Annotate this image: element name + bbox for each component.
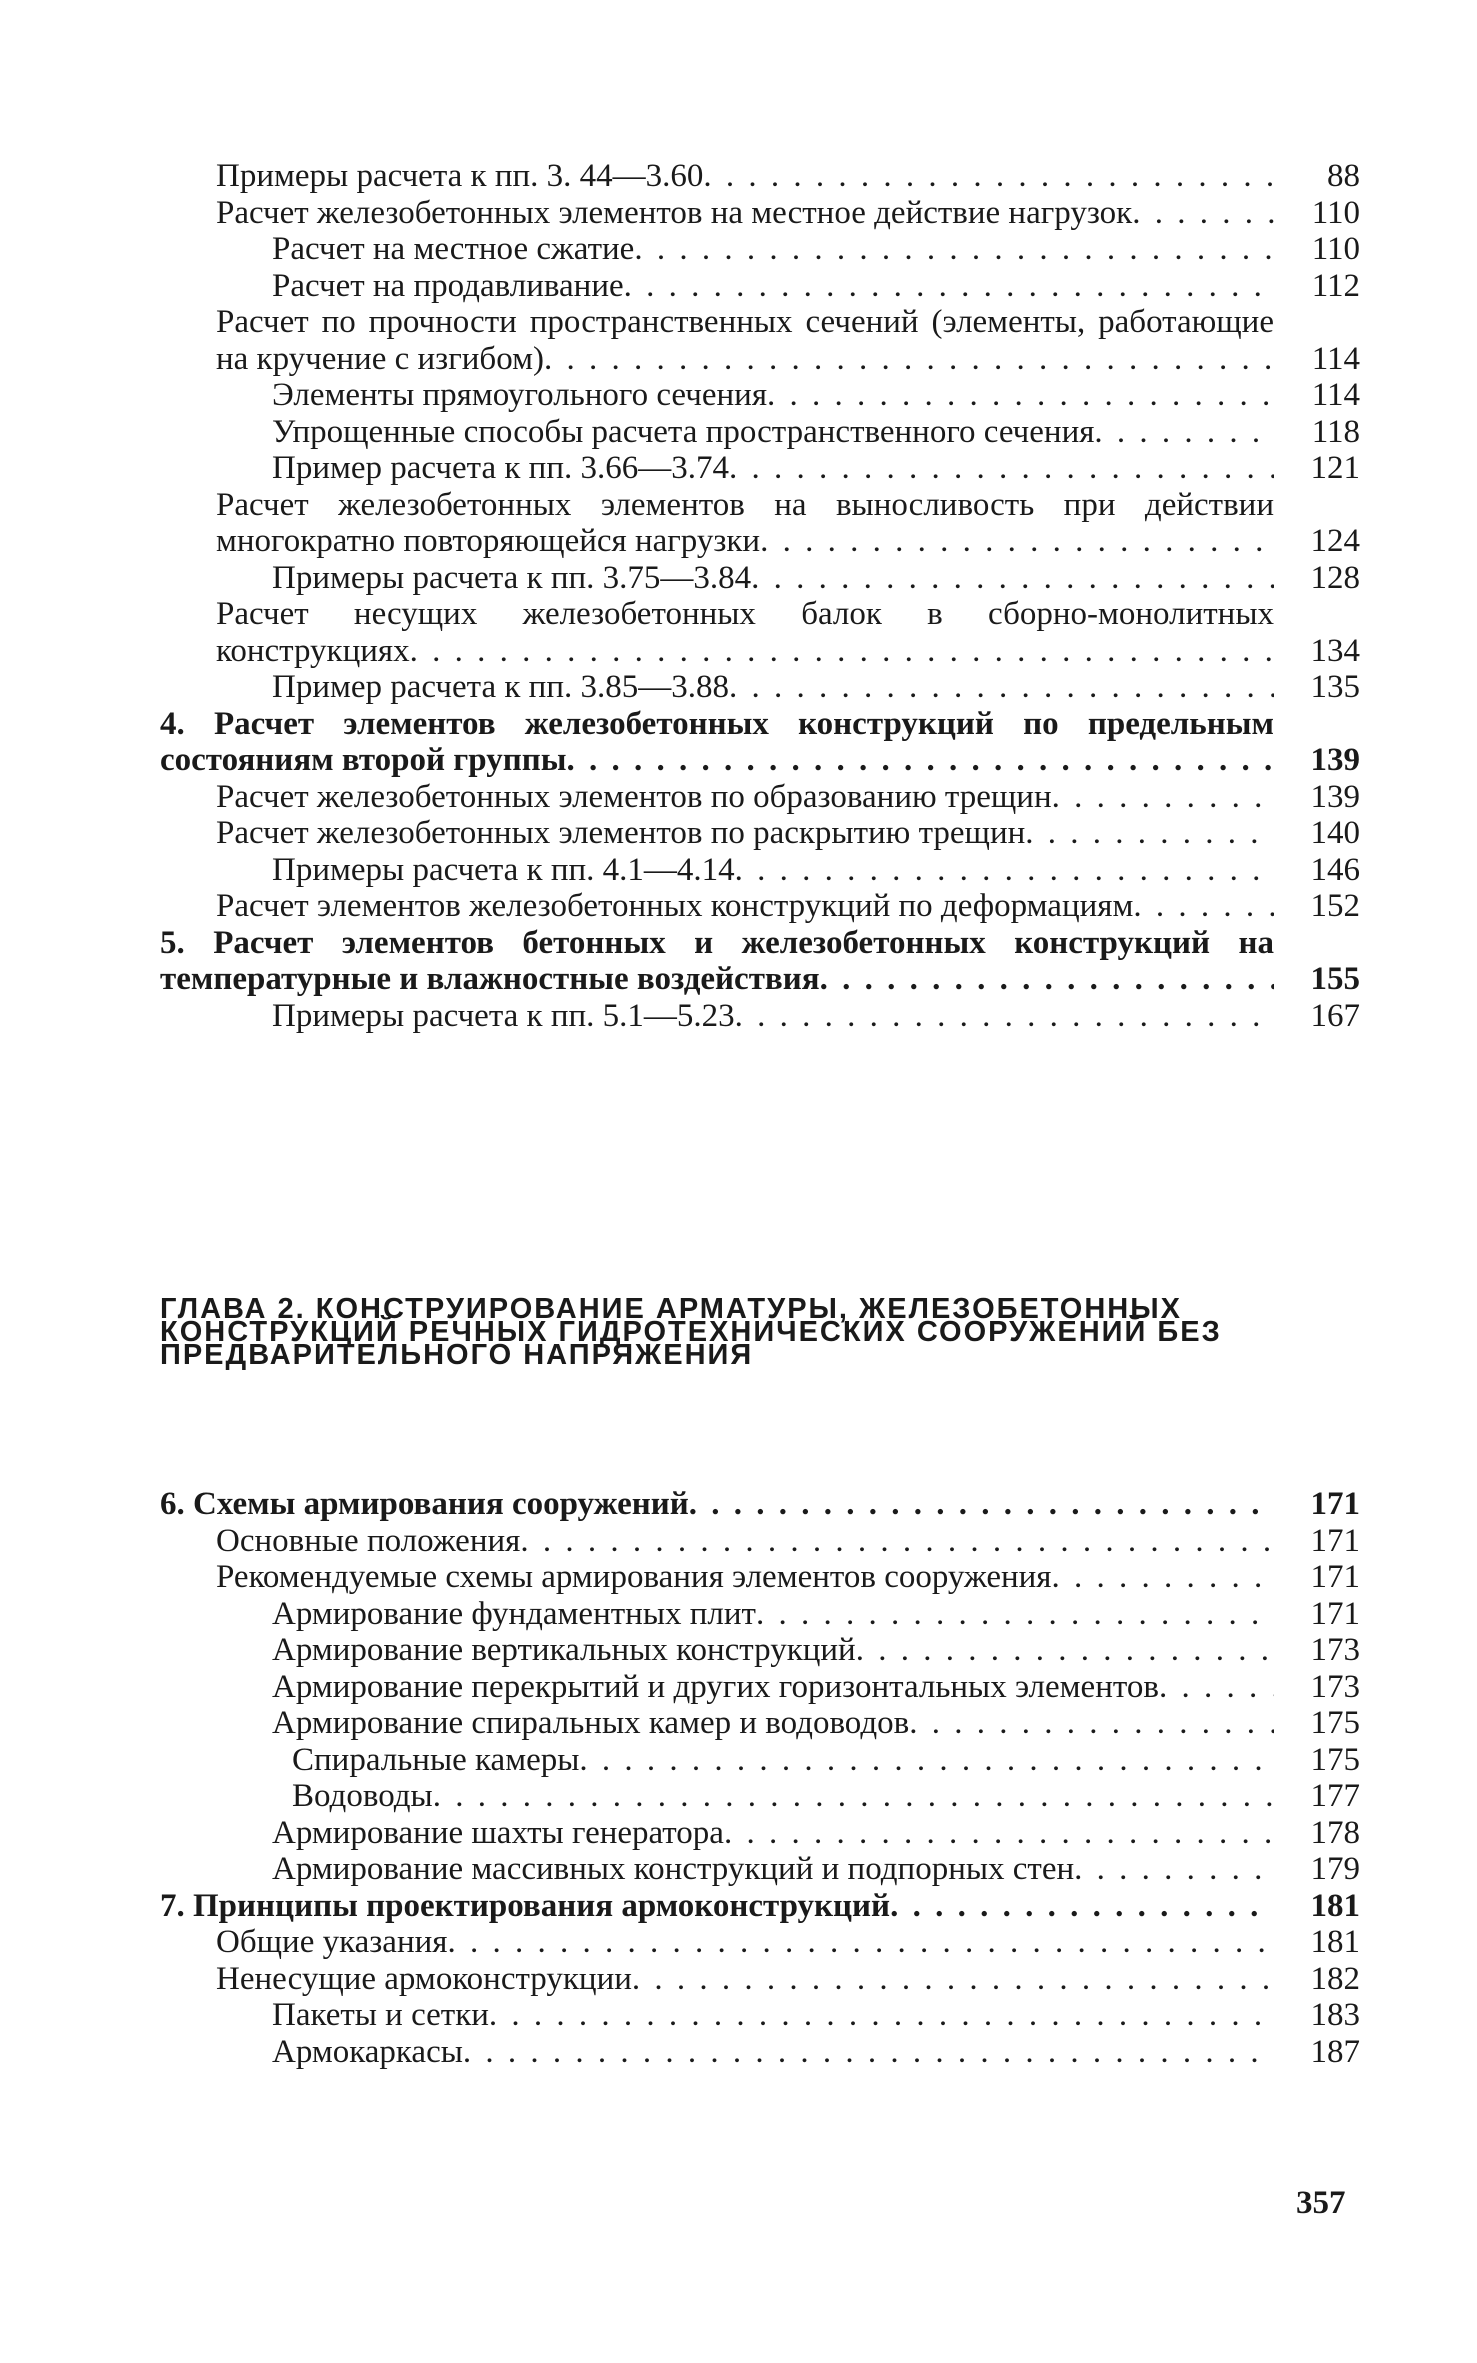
toc-entry-title: Армирование шахты генератора . . . [160, 1815, 1274, 1852]
toc-bottom [160, 1486, 1360, 2070]
toc-entry [160, 669, 1360, 706]
toc-entry-page: 181 [1310, 1924, 1360, 1960]
toc-entry-page: 182 [1310, 1960, 1360, 1997]
toc-entry [160, 852, 1360, 889]
toc-entry-page: 114 [1311, 377, 1360, 413]
toc-entry-title: Элементы прямоугольного сечения . . . [160, 377, 1274, 414]
toc-entry-page: 121 [1310, 450, 1360, 486]
toc-entry-page: 88 [1327, 158, 1360, 194]
toc-entry-title: Расчет на продавливание . . . [160, 268, 1274, 305]
toc-entry-title: Основные положения . . . [160, 1523, 1274, 1560]
toc-entry [160, 998, 1360, 1035]
toc-entry-page: 114 [1311, 340, 1360, 377]
toc-entry-page: 175 [1310, 1705, 1360, 1741]
toc-entry-title: 6. Схемы армирования сооружений . . . [160, 1486, 1274, 1523]
toc-entry-page: 173 [1310, 1668, 1360, 1705]
toc-entry-title: 4. Расчет элементов железобетонных конструкций по предельным состояниям второй группы . . . [160, 706, 1274, 779]
toc-entry-page: 187 [1310, 2033, 1360, 2070]
toc-entry [160, 1596, 1360, 1633]
toc-entry-title: Расчет на местное сжатие . . . [160, 231, 1274, 268]
toc-entry [160, 596, 1360, 669]
toc-entry [160, 925, 1360, 998]
toc-entry [160, 706, 1360, 779]
toc-entry [160, 158, 1360, 195]
toc-entry [160, 1669, 1360, 1706]
toc-entry-title: Расчет элементов железобетонных конструкций по деформациям . . . [160, 888, 1274, 925]
toc-entry-page: 110 [1311, 231, 1360, 267]
toc-entry-title: Примеры расчета к пп. 3. 44—3.60 . . . [160, 158, 1274, 195]
toc-entry-title: Расчет железобетонных элементов по образованию трещин . . . [160, 779, 1274, 816]
toc-entry-page: 175 [1310, 1741, 1360, 1778]
toc-entry [160, 815, 1360, 852]
toc-entry-page: 171 [1310, 1486, 1360, 1522]
page-number: 357 [1296, 2185, 1346, 2221]
toc-entry [160, 560, 1360, 597]
toc-entry-page: 171 [1310, 1595, 1360, 1632]
chapter-heading: ГЛАВА 2. КОНСТРУИРОВАНИЕ АРМАТУРЫ, ЖЕЛЕЗОБЕТОННЫХ КОНСТРУКЦИЙ РЕЧНЫХ ГИДРОТЕХНИЧЕСКИХ СООРУЖЕНИЙ БЕЗ ПРЕДВАРИТЕЛЬНОГО НАПРЯЖЕНИЯ [160, 1293, 1222, 1371]
toc-entry-title: Пример расчета к пп. 3.85—3.88 . . . [160, 669, 1274, 706]
toc-entry [160, 888, 1360, 925]
toc-entry-title: Расчет по прочности пространственных сечений (элементы, работающие на кручение с изгибом) . . . [160, 304, 1274, 377]
toc-entry-page: 167 [1310, 997, 1360, 1034]
toc-entry [160, 1815, 1360, 1852]
toc-entry [160, 1997, 1360, 2034]
toc-entry-title: Ненесущие армоконструкции . . . [160, 1961, 1274, 1998]
toc-entry-page: 171 [1310, 1522, 1360, 1559]
toc-entry-title: Спиральные камеры . . . [160, 1742, 1274, 1779]
toc-entry-page: 135 [1310, 669, 1360, 705]
toc-entry-title: Упрощенные способы расчета пространственного сечения . . . [160, 414, 1274, 451]
toc-entry-title: Пример расчета к пп. 3.66—3.74 . . . [160, 450, 1274, 487]
toc-entry [160, 1742, 1360, 1779]
toc-entry-page: 181 [1310, 1887, 1360, 1924]
toc-entry-title: Расчет несущих железобетонных балок в сборно-монолитных конструкциях . . . [160, 596, 1274, 669]
toc-entry [160, 195, 1360, 232]
toc-entry-title: Армирование перекрытий и других горизонтальных элементов . . . [160, 1669, 1274, 1706]
toc-entry-title: Армирование спиральных камер и водоводов . . . [160, 1705, 1274, 1742]
toc-entry-page: 112 [1311, 267, 1360, 304]
toc-entry-page: 152 [1310, 888, 1360, 924]
toc-entry-title: Пакеты и сетки . . . [160, 1997, 1274, 2034]
toc-entry [160, 231, 1360, 268]
toc-entry [160, 1851, 1360, 1888]
toc-entry [160, 414, 1360, 451]
toc-entry-title: Расчет железобетонных элементов на выносливость при действии многократно повторяющейся нагрузки . . . [160, 487, 1274, 560]
toc-entry [160, 1632, 1360, 1669]
toc-entry-title: Расчет железобетонных элементов по раскрытию трещин . . . [160, 815, 1274, 852]
toc-entry-title: Армирование фундаментных плит . . . [160, 1596, 1274, 1633]
toc-entry-title: 7. Принципы проектирования армоконструкций . . . [160, 1888, 1274, 1925]
toc-entry-page: 177 [1310, 1778, 1360, 1814]
toc-entry-page: 171 [1310, 1559, 1360, 1595]
toc-entry-page: 124 [1310, 523, 1360, 559]
toc-entry-title: Армирование вертикальных конструкций . . . [160, 1632, 1274, 1669]
toc-top [160, 158, 1360, 1034]
toc-entry-page: 134 [1310, 632, 1360, 669]
toc-entry-page: 173 [1310, 1632, 1360, 1668]
toc-entry [160, 2034, 1360, 2071]
toc-entry-page: 183 [1310, 1997, 1360, 2033]
toc-entry-title: Общие указания . . . [160, 1924, 1274, 1961]
toc-entry-page: 128 [1310, 559, 1360, 596]
toc-entry [160, 487, 1360, 560]
toc-entry-page: 146 [1310, 851, 1360, 888]
toc-entry-title: Водоводы . . . [160, 1778, 1274, 1815]
toc-entry-page: 140 [1310, 815, 1360, 851]
toc-entry [160, 377, 1360, 414]
toc-entry [160, 1924, 1360, 1961]
toc-entry [160, 1486, 1360, 1523]
toc-entry [160, 1961, 1360, 1998]
toc-entry [160, 1778, 1360, 1815]
toc-entry [160, 1888, 1360, 1925]
toc-entry-title: Армокаркасы . . . [160, 2034, 1274, 2071]
toc-entry [160, 1523, 1360, 1560]
toc-entry [160, 779, 1360, 816]
toc-entry-page: 110 [1311, 194, 1360, 231]
toc-entry-title: Примеры расчета к пп. 3.75—3.84 . . . [160, 560, 1274, 597]
toc-entry-title: Примеры расчета к пп. 5.1—5.23 . . . [160, 998, 1274, 1035]
toc-entry-page: 179 [1310, 1851, 1360, 1887]
toc-entry-title: Примеры расчета к пп. 4.1—4.14 . . . [160, 852, 1274, 889]
toc-entry-page: 139 [1310, 742, 1360, 778]
toc-entry-page: 139 [1310, 778, 1360, 815]
toc-entry [160, 268, 1360, 305]
toc-entry-title: Армирование массивных конструкций и подпорных стен . . . [160, 1851, 1274, 1888]
toc-entry [160, 450, 1360, 487]
toc-entry-page: 118 [1311, 413, 1360, 450]
toc-entry-title: 5. Расчет элементов бетонных и железобетонных конструкций на температурные и влажностные воздействия . . . [160, 925, 1274, 998]
toc-entry [160, 304, 1360, 377]
toc-entry-page: 178 [1310, 1814, 1360, 1851]
toc-entry-page: 155 [1310, 961, 1360, 997]
toc-entry-title: Расчет железобетонных элементов на местное действие нагрузок . . . [160, 195, 1274, 232]
toc-entry-title: Рекомендуемые схемы армирования элементов сооружения . . . [160, 1559, 1274, 1596]
toc-entry [160, 1559, 1360, 1596]
toc-entry [160, 1705, 1360, 1742]
